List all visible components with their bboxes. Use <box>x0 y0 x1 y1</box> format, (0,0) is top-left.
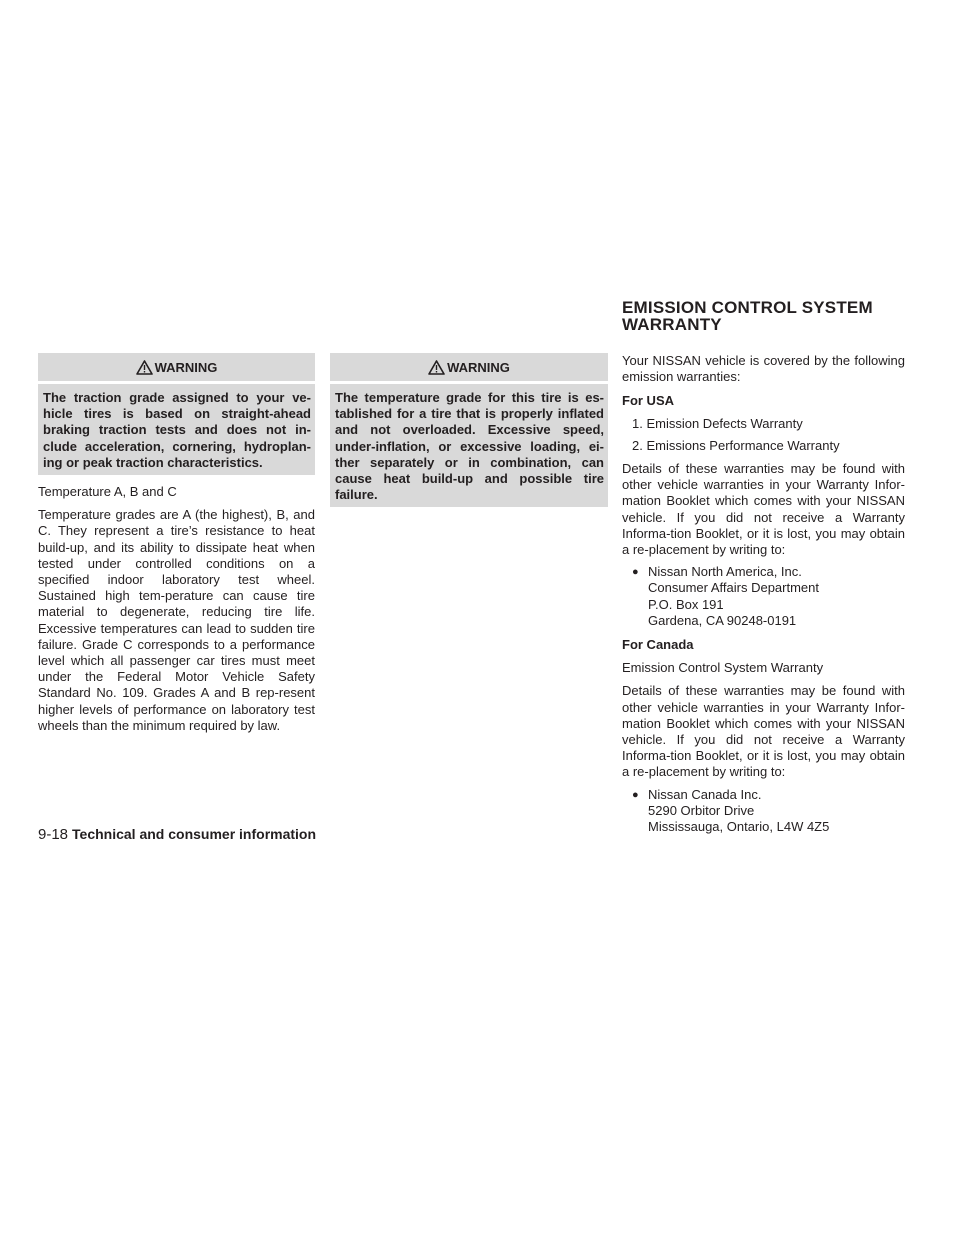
usa-details: Details of these warranties may be found with other vehicle warranties in your Warranty Infor-mation Booklet which comes with your NISSAN vehicle. If you did not receive a Warranty Informa-tion Booklet, or it is lost, you may obtain a re-placement by writing to: <box>622 461 905 558</box>
bullet-icon: ● <box>632 566 639 579</box>
canada-item: Emission Control System Warranty <box>622 660 824 676</box>
warning-label: WARNING <box>154 360 218 375</box>
traction-warning-box <box>38 353 315 475</box>
temperature-heading: Temperature A, B and C <box>38 484 177 500</box>
usa-item-1: 1. Emission Defects Warranty <box>632 415 803 431</box>
chapter-title: Technical and consumer information <box>72 826 317 842</box>
page-footer <box>38 826 316 843</box>
middle-column <box>330 353 608 507</box>
section-title-line1: EMISSION CONTROL SYSTEM <box>622 298 873 317</box>
usa-item-2: 2. Emissions Performance Warranty <box>632 437 840 453</box>
usa-address <box>622 564 905 629</box>
address-line: Consumer Affairs Department <box>648 580 819 596</box>
left-column <box>38 353 315 734</box>
address-line: Nissan North America, Inc. <box>648 564 802 580</box>
address-line: Gardena, CA 90248-0191 <box>648 612 797 628</box>
usa-heading: For USA <box>622 393 674 409</box>
section-title <box>622 299 922 333</box>
address-line: Mississauga, Ontario, L4W 4Z5 <box>648 819 830 835</box>
warning-icon <box>428 360 445 375</box>
bullet-icon: ● <box>632 788 639 801</box>
right-column <box>622 353 905 835</box>
warning-text: The temperature grade for this tire is es-tablished for a tire that is properly inflated and not overloaded. Excessive speed, under-inflation, or excessive loading, ei-ther separately or in combination, can cause heat build-up and possible tire failure. <box>335 390 604 503</box>
warning-label: WARNING <box>447 360 510 375</box>
canada-address <box>622 787 905 836</box>
page-number: 9-18 <box>38 826 69 843</box>
address-line: Nissan Canada Inc. <box>648 786 762 802</box>
warning-icon <box>136 360 153 375</box>
canada-heading: For Canada <box>622 637 694 653</box>
address-line: P.O. Box 191 <box>648 596 724 612</box>
warning-header <box>38 353 315 377</box>
canada-details: Details of these warranties may be found with other vehicle warranties in your Warranty Infor-mation Booklet which comes with your NISSAN vehicle. If you did not receive a Warranty Informa-tion Booklet, or it is lost, you may obtain a re-placement by writing to: <box>622 683 905 780</box>
warning-text: The traction grade assigned to your ve-hicle tires is based on straight-ahead braking traction tests and does not in-clude acceleration, cornering, hydroplan-ing or peak traction characteristics. <box>43 390 311 470</box>
temperature-warning-box <box>330 353 608 507</box>
temperature-paragraph: Temperature grades are A (the highest), B, and C. They represent a tire’s resistance to heat build-up, and its ability to dissipate heat when tested under controlled conditions on a specified indoor laboratory test wheel. Sustained high tem-perature can cause tire material to degenerate, reducing tire life. Excessive temperatures can lead to sudden tire failure. Grade C corresponds to a performance level which all passenger car tires must meet under the Federal Motor Vehicle Safety Standard No. 109. Grades A and B rep-resent higher levels of performance on laboratory test wheels than the minimum required by law. <box>38 507 315 733</box>
warning-header <box>330 353 608 377</box>
section-title-line2: WARRANTY <box>622 315 722 334</box>
address-line: 5290 Orbitor Drive <box>648 802 755 818</box>
warranty-intro: Your NISSAN vehicle is covered by the following emission warranties: <box>622 353 905 385</box>
